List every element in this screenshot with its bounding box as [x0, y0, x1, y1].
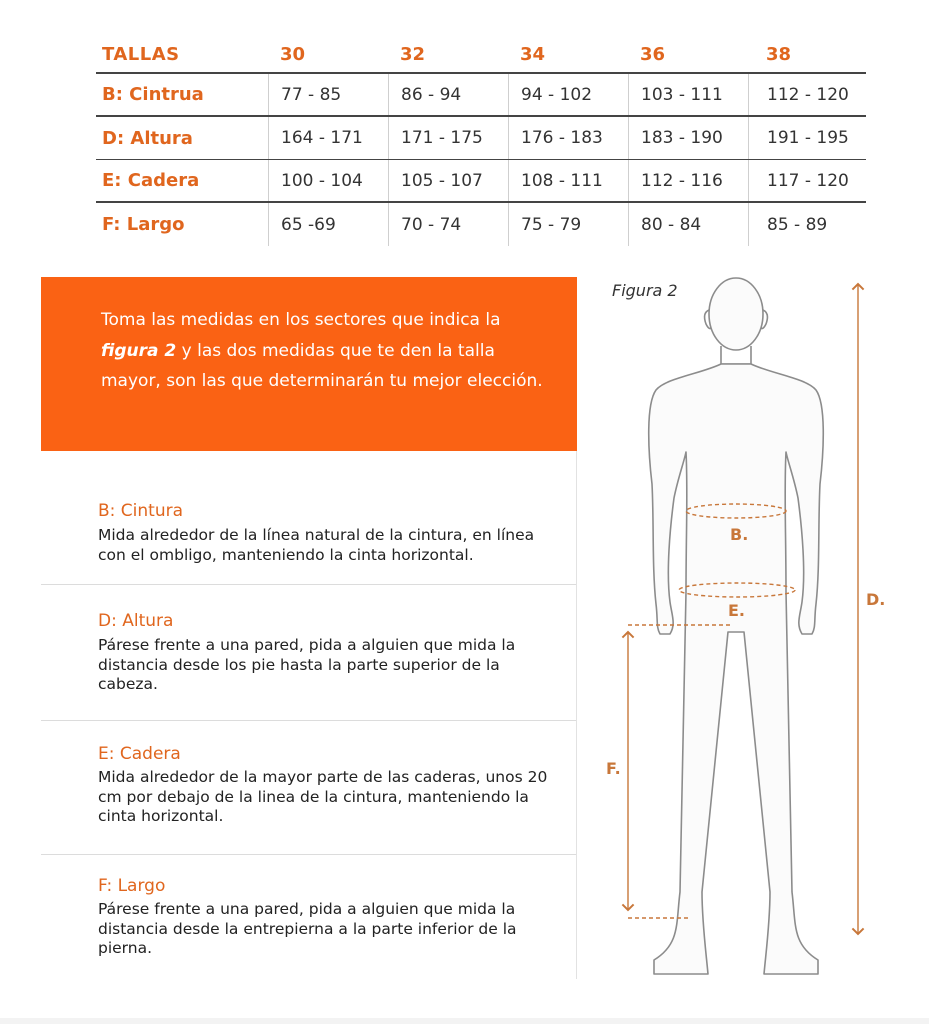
callout-text-end: y las dos medidas que te den la talla mayor, son las que determinarán tu mejor elección.	[101, 340, 543, 391]
label-e: E.	[728, 601, 746, 620]
label-d: D.	[866, 590, 886, 609]
table-row	[96, 203, 866, 246]
table-cell: 112 - 116	[628, 160, 748, 201]
instructions-callout	[41, 277, 577, 451]
measurement-description: Párese frente a una pared, pida a alguien que mida la distancia desde la entrepierna a la parte inferior de la pierna.	[98, 900, 517, 957]
row-label: E: Cadera	[102, 170, 200, 191]
table-cell: 105 - 107	[388, 160, 508, 201]
measurement-height	[41, 585, 577, 721]
divider-line	[576, 451, 577, 979]
measurement-description: Mida alrededor de la mayor parte de las caderas, unos 20 cm por debajo de la linea de la cintura, manteniendo la cinta horizontal.	[98, 768, 548, 825]
table-cell: 191 - 195	[748, 117, 866, 159]
size-table-header-row	[96, 40, 866, 74]
row-label: B: Cintrua	[102, 84, 204, 105]
size-table	[96, 40, 866, 246]
measurement-hip	[41, 721, 577, 855]
size-header-36: 36	[640, 44, 666, 65]
table-cell: 94 - 102	[508, 74, 628, 115]
table-cell: 112 - 120	[748, 74, 866, 115]
measurement-title: D: Altura	[98, 611, 174, 631]
table-cell: 176 - 183	[508, 117, 628, 159]
table-cell: 85 - 89	[748, 203, 866, 246]
table-cell: 86 - 94	[388, 74, 508, 115]
size-table-header-label: TALLAS	[102, 44, 180, 65]
human-silhouette	[649, 278, 824, 974]
table-row	[96, 160, 866, 203]
measurement-description: Mida alrededor de la línea natural de la cintura, en línea con el ombligo, manteniendo la cinta horizontal.	[98, 526, 535, 564]
figure-caption: Figura 2	[612, 281, 678, 300]
table-cell: 70 - 74	[388, 203, 508, 246]
table-cell: 108 - 111	[508, 160, 628, 201]
table-cell: 164 - 171	[268, 117, 388, 159]
table-cell: 183 - 190	[628, 117, 748, 159]
row-label: F: Largo	[102, 214, 185, 235]
head-shape	[709, 278, 763, 350]
callout-figure-reference: figura 2	[101, 340, 177, 361]
measurement-title: E: Cadera	[98, 744, 181, 764]
table-cell: 117 - 120	[748, 160, 866, 201]
body-outline	[649, 364, 824, 974]
table-cell: 75 - 79	[508, 203, 628, 246]
table-cell: 77 - 85	[268, 74, 388, 115]
measurement-length	[41, 855, 577, 979]
measurement-title: B: Cintura	[98, 501, 184, 521]
body-measurement-figure	[590, 272, 920, 992]
table-cell: 80 - 84	[628, 203, 748, 246]
table-cell: 100 - 104	[268, 160, 388, 201]
table-row	[96, 74, 866, 117]
measurement-title: F: Largo	[98, 876, 166, 896]
size-header-32: 32	[400, 44, 426, 65]
label-f: F.	[606, 759, 621, 778]
measurement-description: Párese frente a una pared, pida a alguien que mida la distancia desde los pie hasta la parte superior de la cabeza.	[98, 636, 516, 693]
table-cell: 65 -69	[268, 203, 388, 246]
label-b: B.	[730, 525, 749, 544]
row-label: D: Altura	[102, 127, 193, 149]
size-header-30: 30	[280, 44, 306, 65]
measurement-waist	[41, 451, 577, 585]
table-cell: 171 - 175	[388, 117, 508, 159]
callout-text-start: Toma las medidas en los sectores que indica la	[101, 310, 501, 330]
callout-text	[101, 305, 551, 397]
page-bottom-band	[0, 1018, 929, 1024]
size-header-38: 38	[766, 44, 792, 65]
size-header-34: 34	[520, 44, 546, 65]
table-row	[96, 117, 866, 160]
table-cell: 103 - 111	[628, 74, 748, 115]
